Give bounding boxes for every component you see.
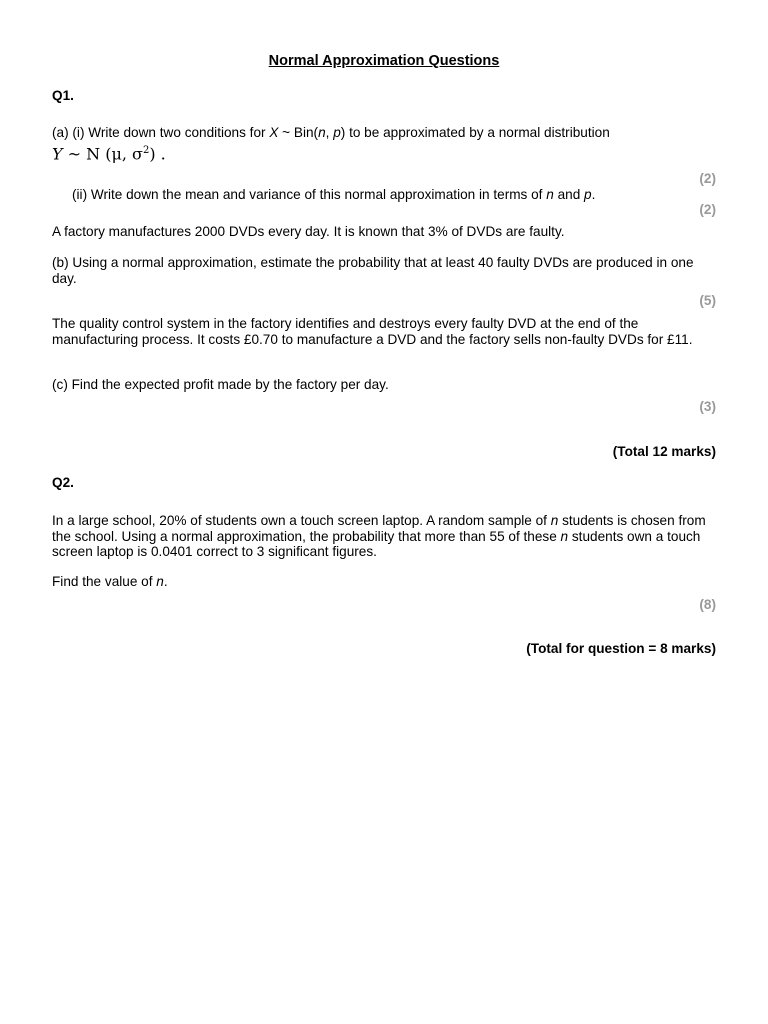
text: ) to be approximated by a normal distribution	[340, 125, 610, 140]
formula-text: ~ N (μ, σ	[62, 144, 143, 164]
var-n: n	[546, 187, 554, 202]
normal-distribution-formula	[52, 142, 166, 163]
formula-end: ) .	[149, 144, 166, 164]
q2-total: (Total for question = 8 marks)	[526, 641, 716, 656]
var-n: n	[156, 574, 164, 589]
var-x: X	[269, 125, 279, 140]
q1-part-a-ii	[72, 187, 595, 203]
var-p: p	[584, 187, 592, 202]
text: ,	[325, 125, 334, 140]
q2-find-n	[52, 574, 168, 590]
q1-part-c: (c) Find the expected profit made by the factory per day.	[52, 377, 389, 392]
q1-total: (Total 12 marks)	[612, 444, 716, 459]
page-title: Normal Approximation Questions	[268, 53, 500, 69]
var-y: Y	[52, 144, 63, 164]
mark-b: (5)	[699, 293, 716, 308]
text: .	[591, 187, 596, 202]
text: ~ Bin(	[278, 125, 319, 140]
text: students is chosen from the school. Using a normal approximation, the probability that more than 55 of these	[52, 513, 706, 544]
text: In a large school, 20% of students own a touch screen laptop. A random sample of	[52, 513, 551, 528]
q1-part-a-i	[52, 125, 610, 141]
q2-statement	[52, 513, 720, 560]
mark-a-ii: (2)	[699, 202, 716, 217]
factory-statement: A factory manufactures 2000 DVDs every day. It is known that 3% of DVDs are faulty.	[52, 224, 565, 239]
var-n: n	[550, 513, 559, 528]
text: (ii) Write down the mean and variance of this normal approximation in terms of	[72, 187, 547, 202]
mark-q2: (8)	[699, 597, 716, 612]
mark-c: (3)	[699, 399, 716, 414]
text: (a) (i) Write down two conditions for	[52, 125, 270, 140]
var-p: p	[333, 125, 341, 140]
text: .	[163, 574, 168, 589]
var-n: n	[318, 125, 326, 140]
text: students own a touch screen laptop is 0.0401 correct to 3 significant figures.	[52, 528, 701, 559]
q1-part-b: (b) Using a normal approximation, estimate the probability that at least 40 faulty DVDs are produced in one day.	[52, 255, 694, 286]
formula-superscript: 2	[142, 145, 150, 156]
question-1-heading: Q1.	[52, 88, 74, 103]
question-2-heading: Q2.	[52, 475, 74, 490]
text: Find the value of	[52, 574, 157, 589]
quality-control-statement: The quality control system in the factory identifies and destroys every faulty DVD at the end of the manufacturing process. It costs £0.70 to manufacture a DVD and the factory sells non-faulty DVDs for £11.	[52, 316, 693, 347]
mark-a-i: (2)	[699, 171, 716, 186]
var-n: n	[560, 528, 569, 544]
text: and	[553, 187, 585, 202]
